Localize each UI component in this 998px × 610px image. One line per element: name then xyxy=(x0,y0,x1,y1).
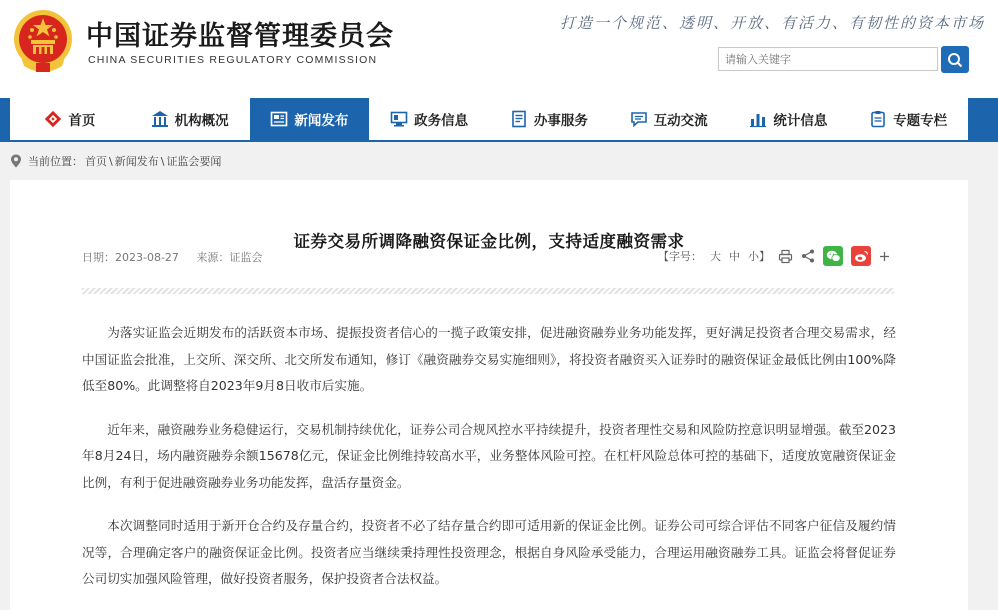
weibo-share-button[interactable] xyxy=(851,246,871,266)
building-icon xyxy=(151,110,169,128)
font-size-medium-button[interactable]: 中 xyxy=(729,250,740,263)
nav-item-label: 首页 xyxy=(68,113,96,129)
nav-item-label: 政务信息 xyxy=(414,113,469,129)
clipboard-icon xyxy=(869,110,887,128)
nav-item-about[interactable] xyxy=(130,98,250,140)
site-slogan: 打造一个规范、透明、开放、有活力、有韧性的资本市场 xyxy=(560,14,986,32)
article-meta xyxy=(82,249,276,265)
breadcrumb-current[interactable]: 证监会要闻 xyxy=(166,155,222,168)
breadcrumb-separator: \ xyxy=(109,154,113,168)
main-nav xyxy=(10,98,968,140)
breadcrumb-home-link[interactable]: 首页 xyxy=(85,155,107,168)
article-body xyxy=(82,320,896,610)
nav-item-label: 机构概况 xyxy=(174,113,229,129)
article-tools xyxy=(658,246,890,266)
site-name[interactable]: 中国证券监督管理委员会 xyxy=(86,21,394,52)
nav-item-news[interactable] xyxy=(250,98,370,140)
bar-chart-icon xyxy=(749,110,767,128)
nav-item-gov-info[interactable] xyxy=(369,98,489,140)
article-date: 日期：2023-08-27 xyxy=(82,251,179,264)
site-header xyxy=(0,0,998,98)
article-paragraph: 近年来，融资融券业务稳健运行，交易机制持续优化，证券公司合规风控水平持续提升，投资者理性交易和风险防控意识明显增强。截至2023年8月24日，场内融资融券余额15678亿元，保证金比例维持较高水平，业务整体风险可控。在杠杆风险总体可控的基础下，适度放宽融资保证金比例，有利于促进融资融券业务功能发挥，盘活存量资金。 xyxy=(82,421,896,490)
nav-item-home[interactable] xyxy=(10,98,130,140)
article-paragraph: 本次调整同时适用于新开仓合约及存量合约，投资者不必了结存量合约即可适用新的保证金比例。证券公司可综合评估不同客户征信及履约情况等，合理确定客户的融资保证金比例。投资者应当继续秉持理性投资理念，根据自身风险承受能力，合理运用融资融券工具。证监会将督促证券公司切实加强风险管理，做好投资者服务，保护投资者合法权益。 xyxy=(82,518,896,586)
wechat-icon xyxy=(826,250,841,263)
search-input[interactable] xyxy=(718,47,938,71)
national-emblem-icon[interactable] xyxy=(12,8,74,74)
breadcrumb-separator: \ xyxy=(160,154,165,168)
font-size-label: 【字号： xyxy=(658,250,702,263)
site-name-english: CHINA SECURITIES REGULATORY COMMISSION xyxy=(88,54,378,66)
monitor-icon xyxy=(390,110,408,128)
nav-item-label: 专题专栏 xyxy=(893,113,948,129)
csrc-logo-icon xyxy=(44,110,62,128)
nav-item-special[interactable] xyxy=(848,98,968,140)
document-icon xyxy=(510,110,528,128)
weibo-icon xyxy=(854,250,869,263)
plus-icon[interactable] xyxy=(879,251,890,262)
article-paragraph: 为落实证监会近期发布的活跃资本市场、提振投资者信心的一揽子政策安排，促进融资融券业务功能发挥，更好满足投资者合理交易需求，经中国证监会批准，上交所、深交所、北交所发布通知，修订《融资融券交易实施细则》，将投资者融资买入证券时的融资保证金最低比例由100%降低至80%。此调整将自2023年9月8日收市后实施。 xyxy=(82,325,896,393)
breadcrumb-news-link[interactable]: 新闻发布 xyxy=(114,155,159,168)
wechat-share-button[interactable] xyxy=(823,246,843,266)
location-pin-icon xyxy=(10,154,22,168)
search-button[interactable] xyxy=(941,46,969,73)
search-icon xyxy=(947,52,963,68)
article-source: 来源：证监会 xyxy=(196,251,263,264)
nav-item-services[interactable] xyxy=(489,98,609,140)
font-size-small-button[interactable]: 小】 xyxy=(748,250,770,263)
share-icon[interactable] xyxy=(801,249,815,263)
nav-item-label: 办事服务 xyxy=(533,113,588,129)
nav-item-label: 新闻发布 xyxy=(294,113,349,129)
nav-item-label: 统计信息 xyxy=(773,113,828,129)
article-divider xyxy=(82,288,894,294)
nav-item-statistics[interactable] xyxy=(729,98,849,140)
article-title: 证券交易所调降融资保证金比例，支持适度融资需求 xyxy=(293,232,685,251)
breadcrumb-prefix: 当前位置： xyxy=(28,155,83,168)
nav-item-label: 互动交流 xyxy=(653,113,708,129)
nav-item-interaction[interactable] xyxy=(609,98,729,140)
newspaper-icon xyxy=(270,110,288,128)
print-icon[interactable] xyxy=(778,249,793,264)
chat-icon xyxy=(630,110,648,128)
article-card xyxy=(10,180,968,610)
breadcrumb xyxy=(10,153,221,169)
font-size-large-button[interactable]: 大 xyxy=(710,250,721,263)
